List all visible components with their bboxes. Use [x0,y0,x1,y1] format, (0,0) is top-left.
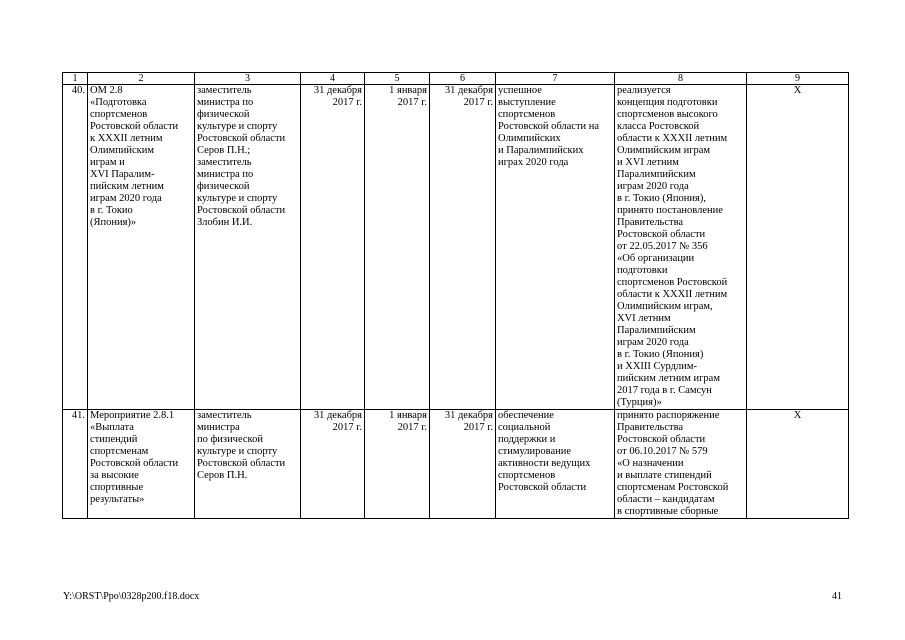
table-row [63,85,849,410]
implementation-status: реализуется концепция подготовки спортсменов высокого класса Ростовской области к XXXII летним Олимпийским играм и XVI летним Паралимпийским играм 2020 года в г. Токио (Япония), принято постановление Правительства Ростовской области от 22.05.2017 № 356 «Об организации подготовки спортсменов Ростовской области к XXXII летним Олимпийским играм, XVI летним Паралимпийским играм 2020 года в г. Токио (Япония) и XXIII Сурдлим- пийским летним играм 2017 года в г. Самсун (Турция)» [615,85,747,410]
responsible-executor: заместитель министра по физической культуре и спорту Ростовской области Серов П.Н.; заместитель министра по физической культуре и спорту Ростовской области Злобин И.И. [195,85,301,410]
activity-name: ОМ 2.8 «Подготовка спортсменов Ростовской области к XXXII летним Олимпийским играм и XVI Паралим- пийским летним играм 2020 года в г. Токио (Япония)» [88,85,195,410]
header-cell-2: 2 [88,73,195,85]
header-cell-9: 9 [747,73,849,85]
row-number: 41. [63,410,88,519]
header-cell-5: 5 [365,73,430,85]
header-row [63,73,849,85]
planned-date: 31 декабря 2017 г. [301,410,365,519]
start-date: 1 января 2017 г. [365,410,430,519]
activity-name: Мероприятие 2.8.1 «Выплата стипендий спортсменам Ростовской области за высокие спортивные результаты» [88,410,195,519]
implementation-status: принято распоряжение Правительства Ростовской области от 06.10.2017 № 579 «О назначении и выплате стипендий спортсменам Ростовской области – кандидатам в спортивные сборные [615,410,747,519]
table-row [63,410,849,519]
end-date: 31 декабря 2017 г. [430,410,496,519]
header-cell-8: 8 [615,73,747,85]
start-date: 1 января 2017 г. [365,85,430,410]
report-table [62,72,849,519]
end-date: 31 декабря 2017 г. [430,85,496,410]
footer-file-path: Y:\ORST\Ppo\0328p200.f18.docx [63,591,200,602]
header-cell-4: 4 [301,73,365,85]
row-number: 40. [63,85,88,410]
header-cell-3: 3 [195,73,301,85]
header-cell-6: 6 [430,73,496,85]
header-cell-7: 7 [496,73,615,85]
expected-result: успешное выступление спортсменов Ростовской области на Олимпийских и Паралимпийских играх 2020 года [496,85,615,410]
col9-value: Х [747,410,849,519]
page-number: 41 [832,591,842,602]
header-cell-1: 1 [63,73,88,85]
planned-date: 31 декабря 2017 г. [301,85,365,410]
expected-result: обеспечение социальной поддержки и стимулирование активности ведущих спортсменов Ростовской области [496,410,615,519]
col9-value: Х [747,85,849,410]
responsible-executor: заместитель министра по физической культуре и спорту Ростовской области Серов П.Н. [195,410,301,519]
